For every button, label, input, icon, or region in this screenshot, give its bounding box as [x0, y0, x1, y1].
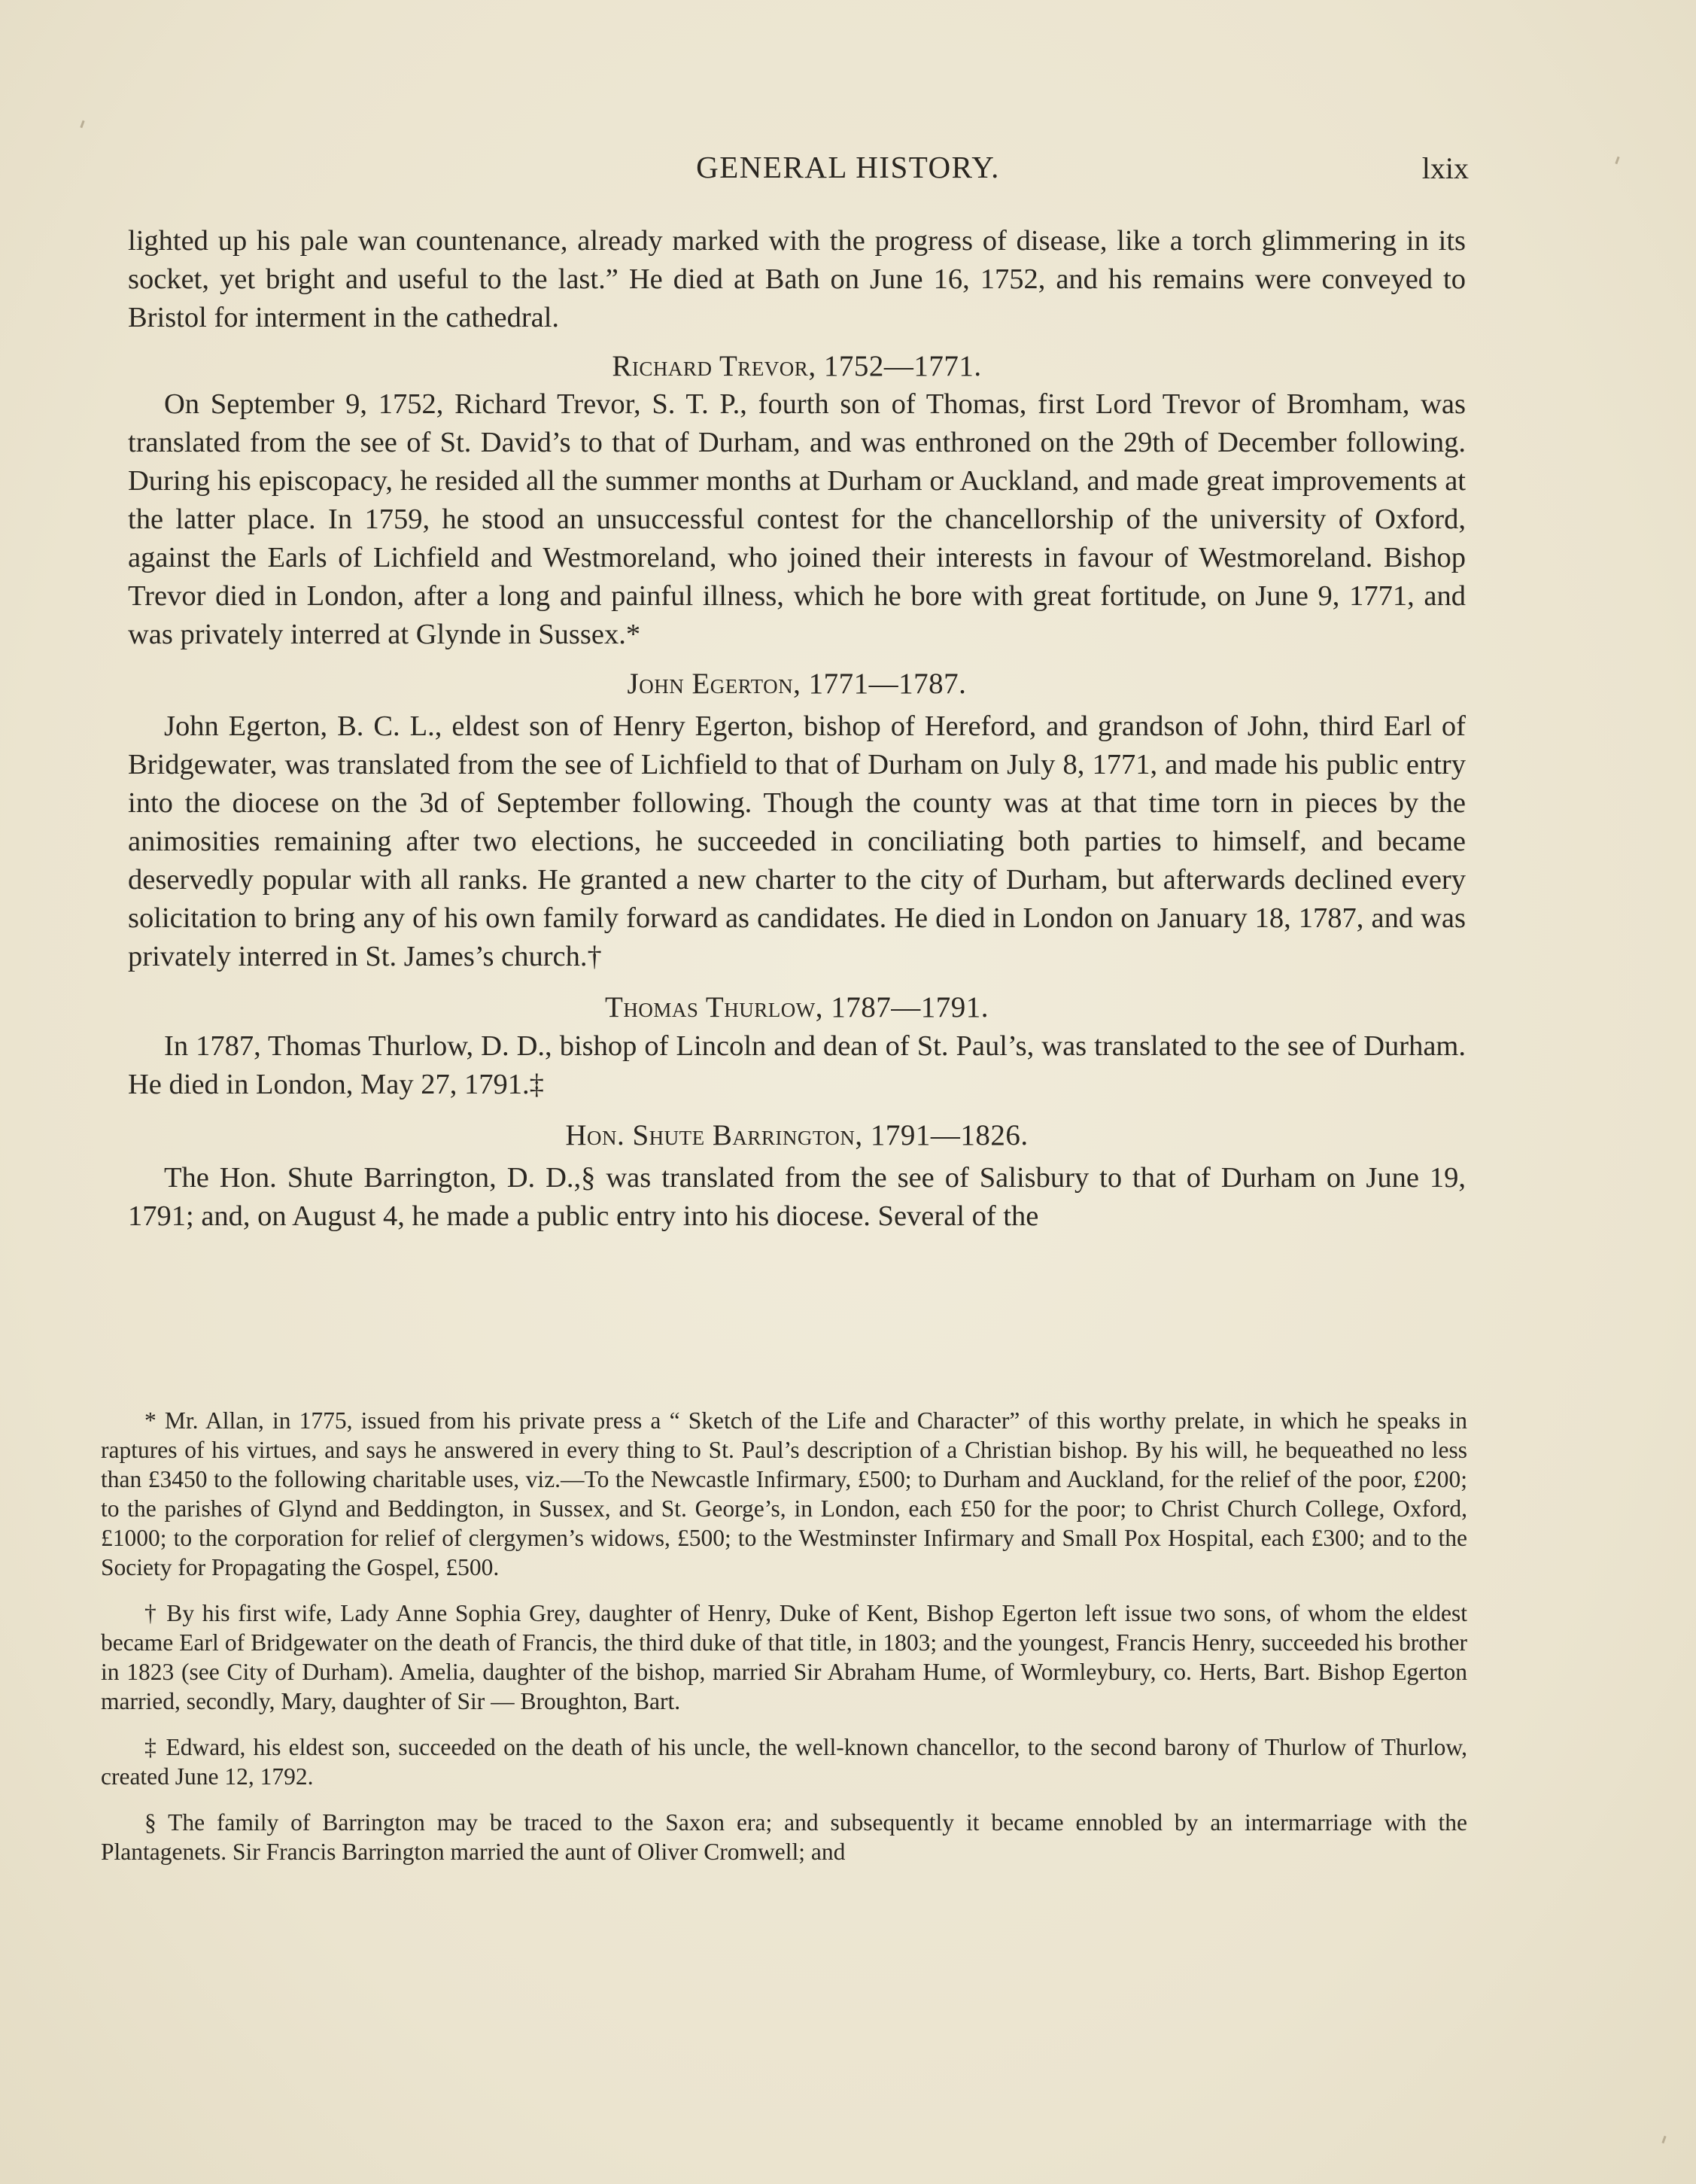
- section-heading-thurlow: Thomas Thurlow, 1787—1791.: [605, 991, 989, 1024]
- paper-speck: [80, 120, 84, 128]
- main-text: [128, 222, 1466, 1236]
- section-heading-barrington: Hon. Shute Barrington, 1791—1826.: [565, 1119, 1029, 1151]
- page-number: lxix: [1421, 151, 1469, 185]
- section-heading-egerton: John Egerton, 1771—1787.: [627, 668, 967, 700]
- footnote-section: § The family of Barrington may be traced to the Saxon era; and subsequently it became ennobled by an intermarriage with the Plantagenets. Sir Francis Barrington married the aunt of Oliver Cromwell; and: [101, 1809, 1467, 1865]
- footnote-double-dagger: ‡ Edward, his eldest son, succeeded on the death of his uncle, the well-known chancellor, to the second barony of Thurlow of Thurlow, created June 12, 1792.: [101, 1734, 1467, 1790]
- footnotes: [101, 1406, 1467, 1883]
- paper-speck: [1661, 2136, 1666, 2143]
- footnote-dagger: † By his first wife, Lady Anne Sophia Grey, daughter of Henry, Duke of Kent, Bishop Egerton left issue two sons, of whom the eldest became Earl of Bridgewater on the death of Francis, the third duke of that title, in 1803; and the youngest, Francis Henry, succeeded his brother in 1823 (see City of Durham). Amelia, daughter of the bishop, married Sir Abraham Hume, of Wormleybury, co. Herts, Bart. Bishop Egerton married, secondly, Mary, daughter of Sir — Broughton, Bart.: [101, 1600, 1467, 1714]
- section-paragraph-thurlow: In 1787, Thomas Thurlow, D. D., bishop of Lincoln and dean of St. Paul’s, was translated to the see of Durham. He died in London, May 27, 1791.‡: [128, 1030, 1466, 1100]
- section-heading-trevor: Richard Trevor, 1752—1771.: [612, 350, 982, 382]
- section-paragraph-egerton: John Egerton, B. C. L., eldest son of Henry Egerton, bishop of Hereford, and grandson of John, third Earl of Bridgewater, was translated from the see of Lichfield to that of Durham on July 8, 1771, and made his public entry into the diocese on the 3d of September following. Though the county was at that time torn in pieces by the animosities remaining after two elections, he succeeded in conciliating both parties to himself, and became deservedly popular with all ranks. He granted a new charter to the city of Durham, but afterwards declined every solicitation to bring any of his own family forward as candidates. He died in London on January 18, 1787, and was privately interred in St. James’s church.†: [128, 710, 1466, 972]
- running-title: GENERAL HISTORY.: [696, 150, 1000, 184]
- page-header: [0, 149, 1696, 190]
- footnote-asterisk: * Mr. Allan, in 1775, issued from his private press a “ Sketch of the Life and Character” of this worthy prelate, in which he speaks in raptures of his virtues, and says he answered in every thing to St. Paul’s description of a Christian bishop. By his will, he bequeathed no less than £3450 to the following charitable uses, viz.—To the Newcastle Infirmary, £500; to Durham and Auckland, for the relief of the poor, £200; to the parishes of Glynd and Beddington, in Sussex, and St. George’s, in London, each £50 for the poor; to Christ Church College, Oxford, £1000; to the corporation for relief of clergymen’s widows, £500; to the Westminster Infirmary and Small Pox Hospital, each £300; and to the Society for Propagating the Gospel, £500.: [101, 1407, 1467, 1580]
- section-paragraph-trevor: On September 9, 1752, Richard Trevor, S. T. P., fourth son of Thomas, first Lord Trevor of Bromham, was translated from the see of St. David’s to that of Durham, and was enthroned on the 29th of December following. During his episcopacy, he resided all the summer months at Durham or Auckland, and made great improvements at the latter place. In 1759, he stood an unsuccessful contest for the chancellorship of the university of Oxford, against the Earls of Lichfield and Westmoreland, who joined their interests in favour of Westmoreland. Bishop Trevor died in London, after a long and painful illness, which he bore with great fortitude, on June 9, 1771, and was privately interred at Glynde in Sussex.*: [128, 388, 1466, 650]
- opening-paragraph: lighted up his pale wan countenance, already marked with the progress of disease, like a torch glimmering in its socket, yet bright and useful to the last.” He died at Bath on June 16, 1752, and his remains were conveyed to Bristol for interment in the cathedral.: [128, 225, 1466, 333]
- section-paragraph-barrington: The Hon. Shute Barrington, D. D.,§ was translated from the see of Salisbury to that of Durham on June 19, 1791; and, on August 4, he made a public entry into his diocese. Several of the: [128, 1162, 1466, 1232]
